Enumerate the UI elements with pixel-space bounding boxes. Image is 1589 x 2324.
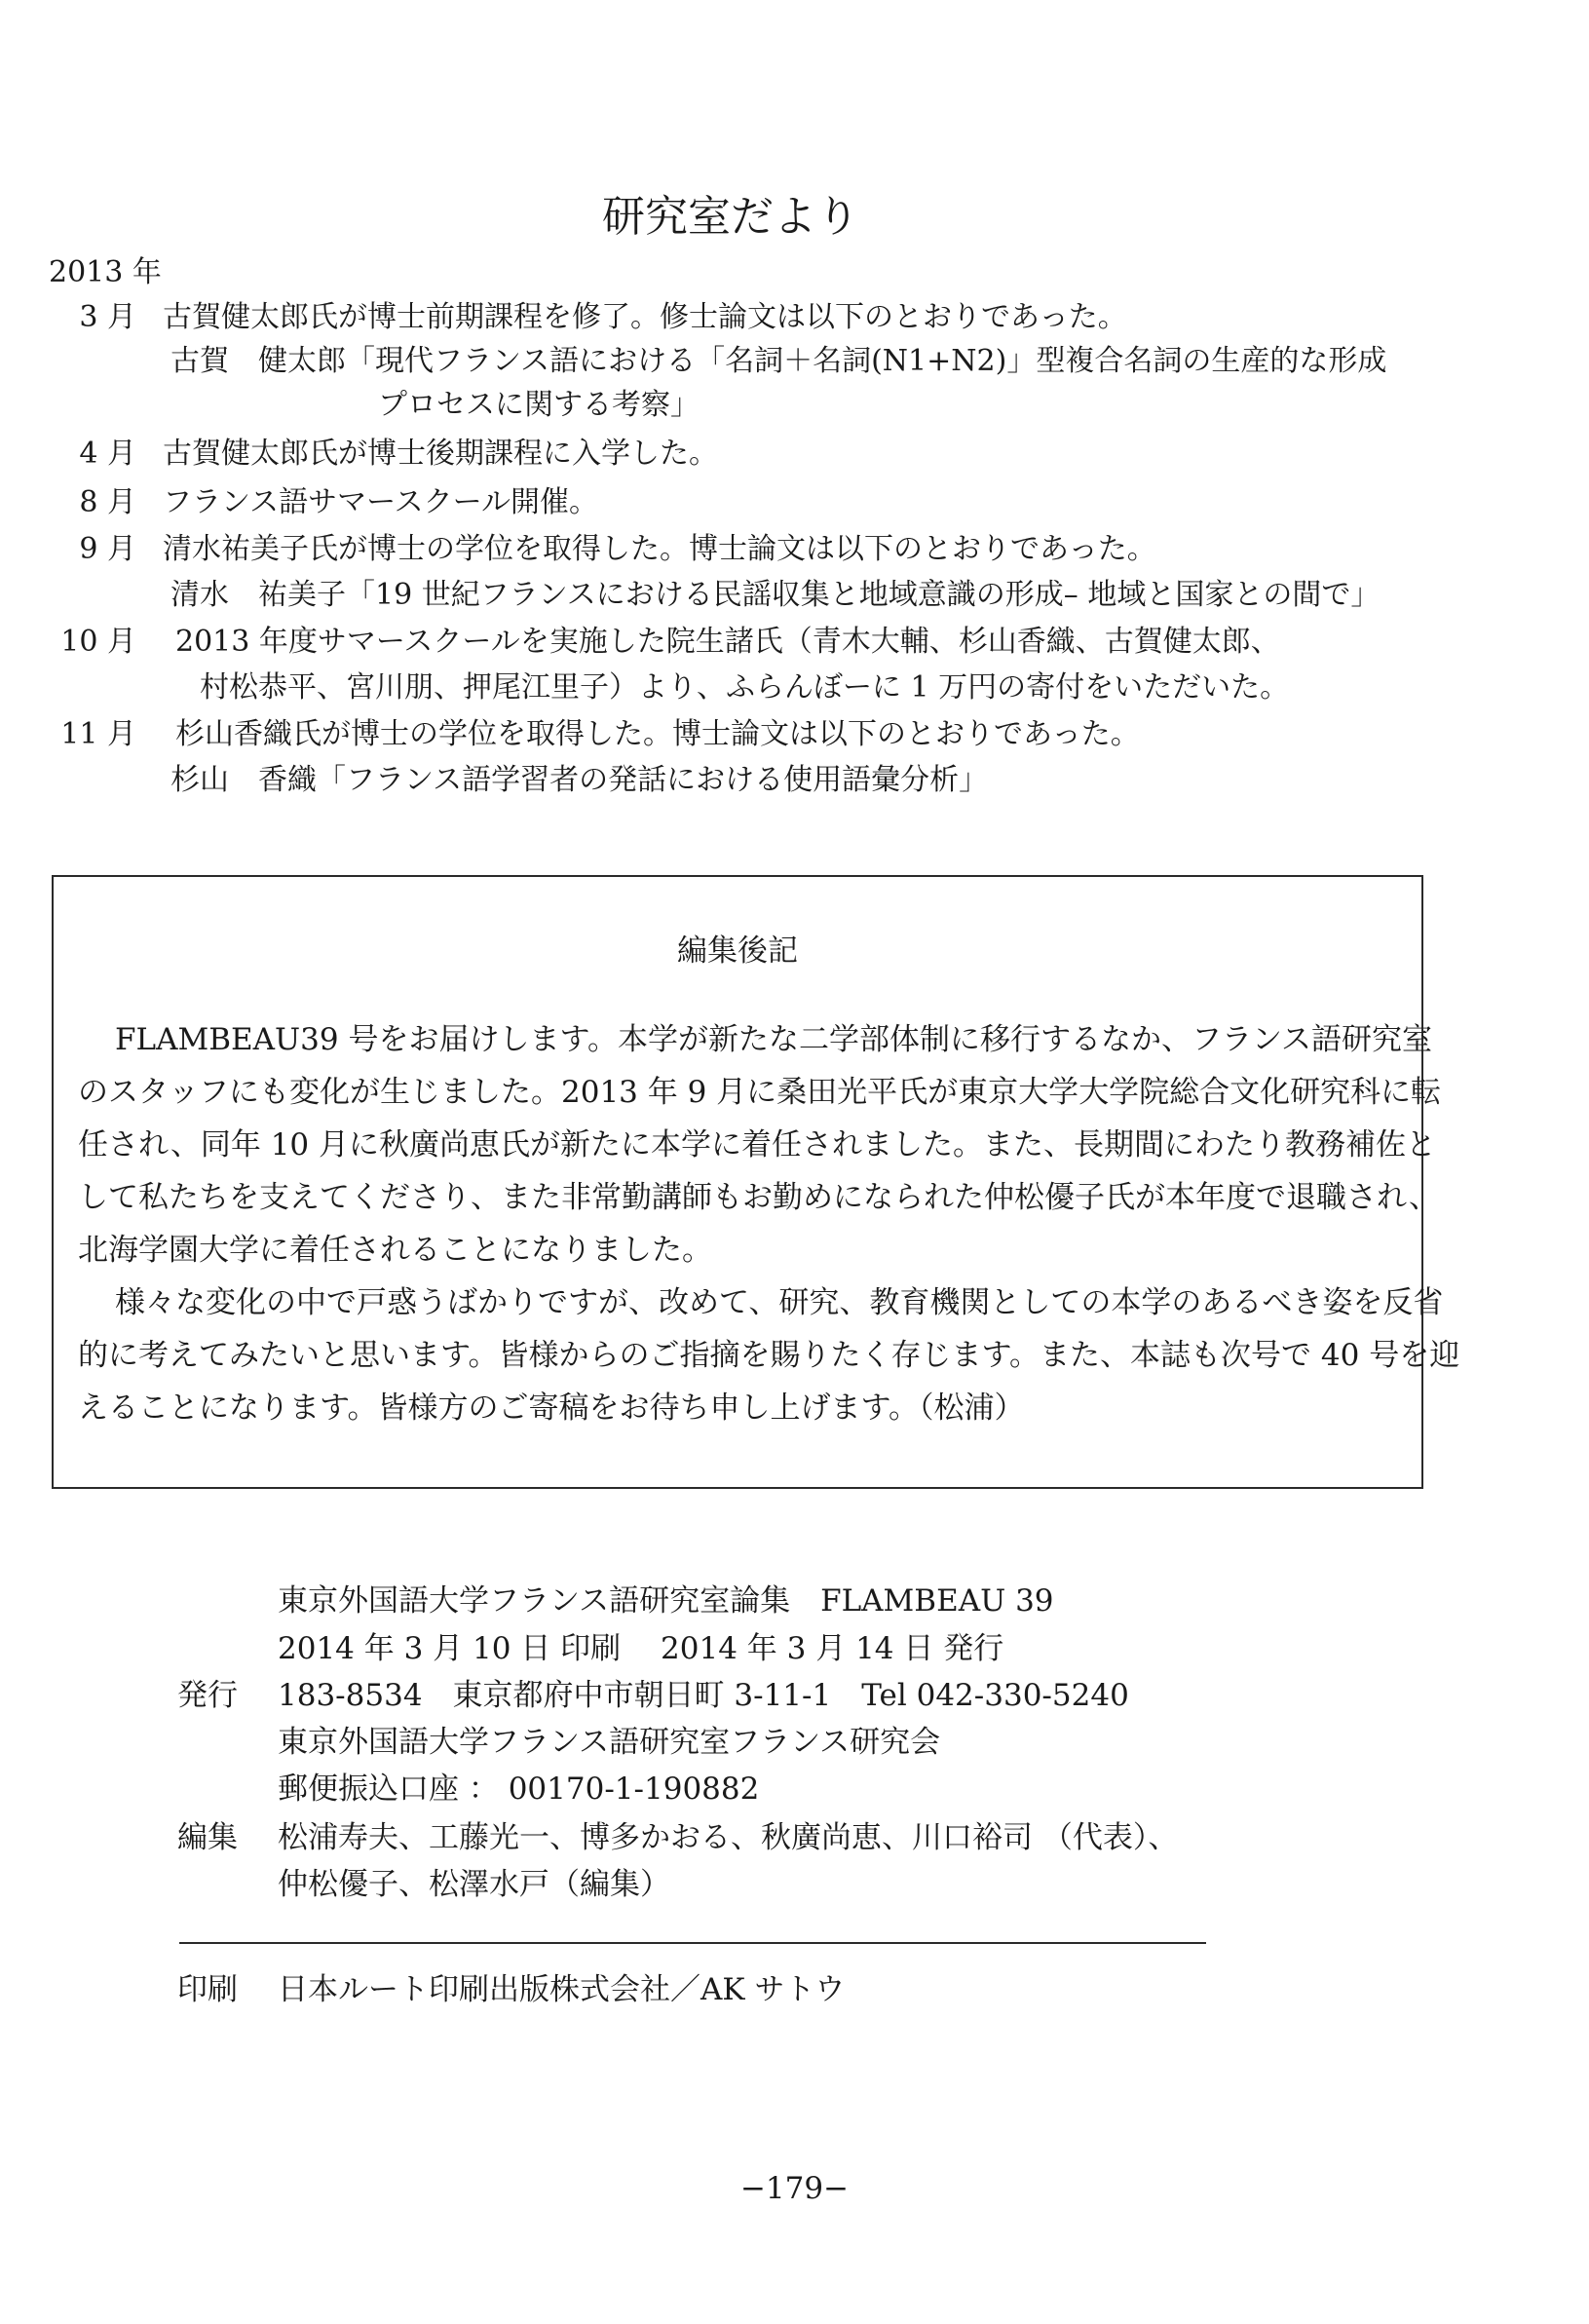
event-text: 古賀健太郎氏が博士後期課程に入学した。: [163, 437, 718, 471]
event-text: 清水祐美子氏が博士の学位を取得した。博士論文は以下のとおりであった。: [163, 532, 1156, 566]
event-month: 8 月: [79, 485, 136, 519]
year-label: 2013 年: [49, 255, 162, 289]
event-text: 2013 年度サマースクールを実施した院生諸氏（青木大輔、杉山香織、古賀健太郎、: [175, 625, 1280, 659]
page-number: −179−: [739, 2171, 850, 2206]
thesis-line: 清水 祐美子「19 世紀フランスにおける民謡収集と地域意識の形成– 地域と国家との間で」: [170, 578, 1381, 612]
event-text: 古賀健太郎氏が博士前期課程を修了。修士論文は以下のとおりであった。: [163, 300, 1127, 334]
colophon-journal: 東京外国語大学フランス語研究室論集 FLAMBEAU 39: [278, 1583, 1054, 1619]
thesis-line: 杉山 香織「フランス語学習者の発話における使用語彙分析」: [170, 763, 989, 797]
thesis-line: 古賀 健太郎「現代フランス語における「名詞＋名詞(N1+N2)」型複合名詞の生産的な形成: [170, 344, 1387, 378]
colophon-divider: [179, 1942, 1206, 1944]
event-month: 9 月: [79, 532, 136, 566]
colophon-print-label: 印刷: [177, 1972, 238, 2007]
colophon-dates: 2014 年 3 月 10 日 印刷 2014 年 3 月 14 日 発行: [278, 1631, 1004, 1666]
event-month: 10 月: [60, 625, 136, 659]
event-text-continued: 村松恭平、宮川朋、押尾江里子）より、ふらんぼーに 1 万円の寄付をいただいた。: [200, 670, 1290, 705]
afterword-title: 編集後記: [677, 933, 798, 969]
afterword-paragraph-1: [78, 1013, 1442, 1276]
afterword-line: 北海学園大学に着任されることになりました。: [78, 1233, 712, 1268]
event-month: 3 月: [79, 300, 136, 334]
afterword-line: 任され、同年 10 月に秋廣尚恵氏が新たに本学に着任されました。また、長期間にわたり教務補佐と: [78, 1127, 1437, 1162]
afterword-line: のスタッフにも変化が生じました。2013 年 9 月に桑田光平氏が東京大学大学院総合文化研究科に転: [78, 1075, 1442, 1110]
colophon-editors: 松浦寿夫、工藤光一、博多かおる、秋廣尚恵、川口裕司 （代表）、: [278, 1820, 1179, 1855]
thesis-line-continued: プロセスに関する考察」: [378, 388, 700, 422]
colophon-printer: 日本ルート印刷出版株式会社／AK サトウ: [278, 1972, 846, 2007]
event-text: フランス語サマースクール開催。: [163, 485, 598, 519]
afterword-paragraph-2: [78, 1276, 1460, 1434]
afterword-line: して私たちを支えてくださり、また非常勤講師もお勤めになられた仲松優子氏が本年度で退職され、: [78, 1180, 1439, 1215]
afterword-line: えることになります。皆様方のご寄稿をお待ち申し上げます。（松浦）: [78, 1391, 1025, 1426]
event-month: 4 月: [79, 437, 136, 471]
colophon-editors-continued: 仲松優子、松澤水戸（編集）: [278, 1867, 670, 1902]
afterword-line: FLAMBEAU39 号をお届けします。本学が新たな二学部体制に移行するなか、フランス語研究室: [115, 1022, 1433, 1057]
afterword-line: 様々な変化の中で戸惑うばかりですが、改めて、研究、教育機関としての本学のあるべき姿を反省: [115, 1285, 1444, 1320]
page-title: 研究室だより: [602, 192, 859, 242]
afterword-line: 的に考えてみたいと思います。皆様からのご指摘を賜りたく存じます。また、本誌も次号で 40 号を迎: [78, 1338, 1460, 1373]
colophon-publish-label: 発行: [177, 1678, 238, 1713]
event-text: 杉山香織氏が博士の学位を取得した。博士論文は以下のとおりであった。: [175, 717, 1140, 751]
colophon-edit-label: 編集: [177, 1820, 238, 1855]
colophon-address: 183-8534 東京都府中市朝日町 3-11-1 Tel 042-330-5240: [278, 1678, 1129, 1713]
event-month: 11 月: [60, 717, 136, 751]
colophon-postal-account: 郵便振込口座 ： 00170-1-190882: [278, 1772, 760, 1807]
colophon-publisher: 東京外国語大学フランス語研究室フランス研究会: [278, 1725, 941, 1760]
afterword-box: [52, 875, 1460, 1489]
